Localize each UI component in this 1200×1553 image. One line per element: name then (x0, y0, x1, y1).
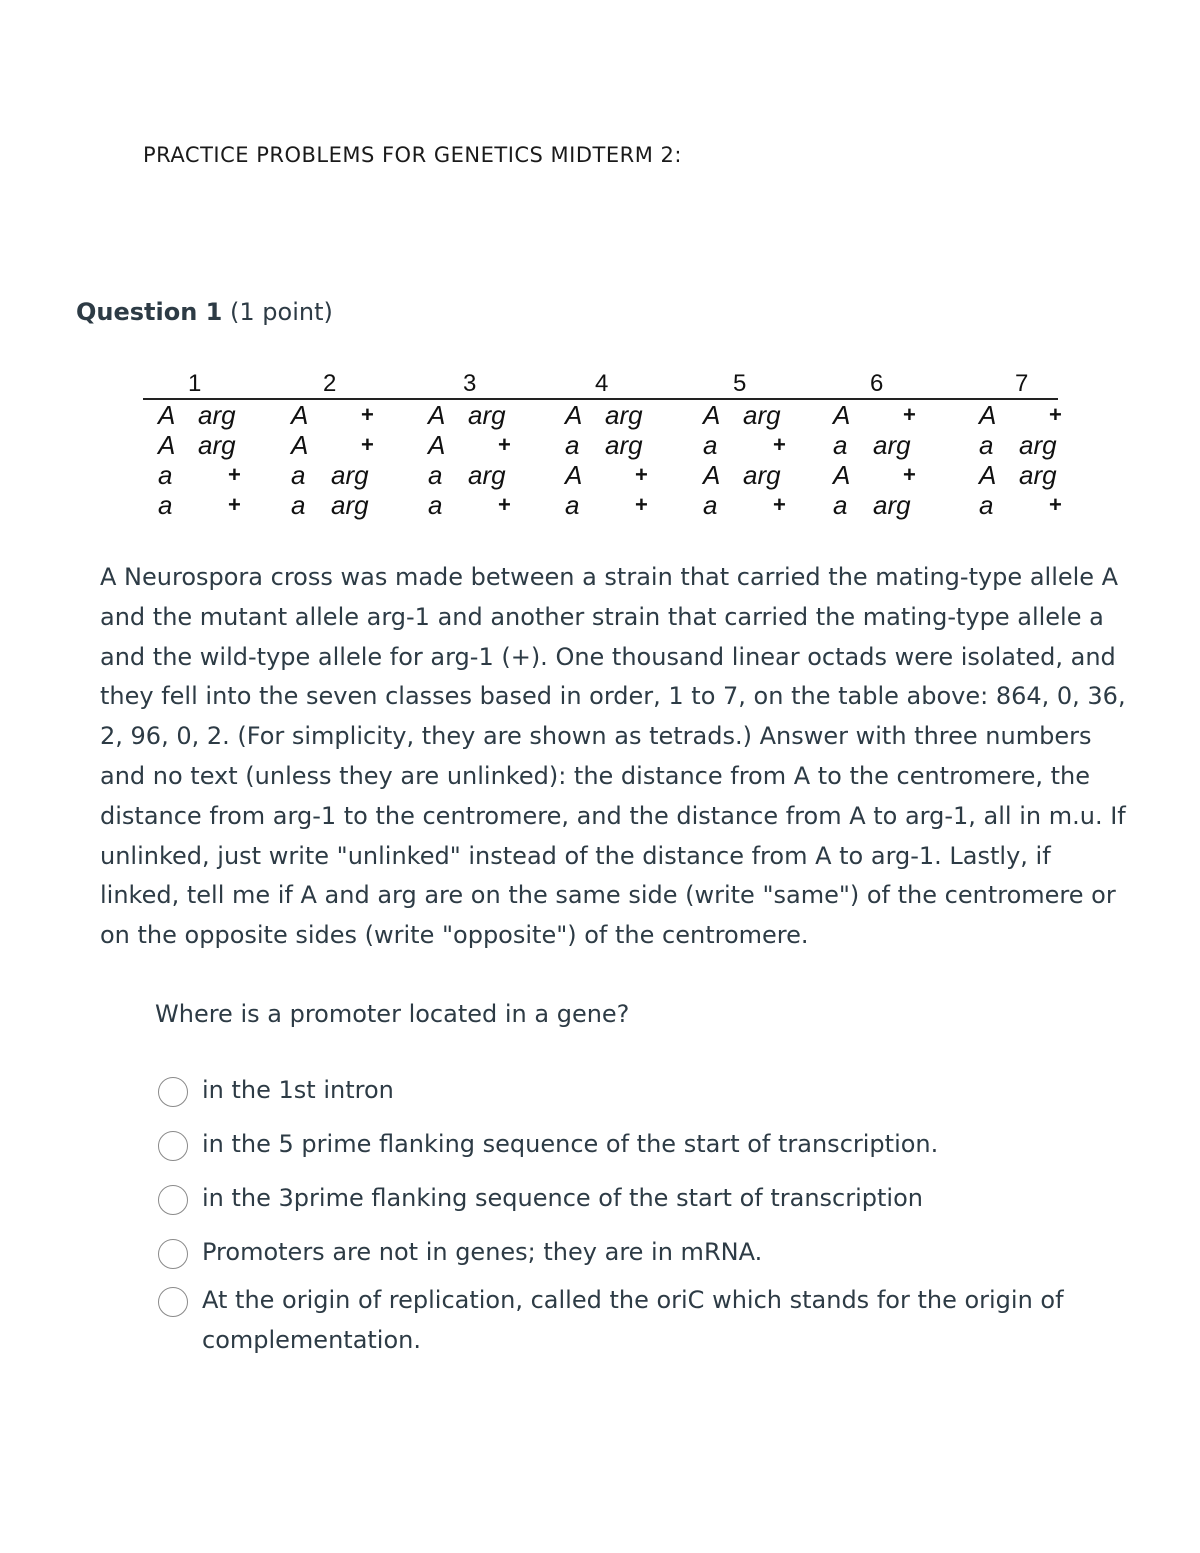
tetrad-allele-arg: arg (468, 460, 506, 490)
radio-button-icon[interactable] (158, 1185, 188, 1215)
tetrad-allele-arg: arg (331, 460, 369, 490)
tetrad-allele-arg: + (773, 432, 786, 457)
tetrad-allele-mating-type: A (703, 460, 721, 490)
tetrad-allele-mating-type: a (428, 460, 443, 490)
tetrad-class-number: 5 (733, 370, 747, 397)
tetrad-allele-arg: + (228, 462, 241, 487)
tetrad-allele-mating-type: a (158, 490, 173, 520)
problem-text: A Neurospora cross was made between a strain that carried the mating-type allele A and the mutant allele arg-1 and another strain that carried the mating-type allele a and the wild-type allele for arg-1 (+). One thousand linear octads were isolated, and they fell into the seven classes based in order, 1 to 7, on the table above: 864, 0, 36, 2, 96, 0, 2. (For simplicity, they are shown as tetrads.) Answer with three numbers and no text (unless they are unlinked): the distance from A to the centromere, the distance from arg-1 to the centromere, and the distance from A to arg-1, all in m.u. If unlinked, just write "unlinked" instead of the distance from A to arg-1. Lastly, if linked, tell me if A and arg are on the same side (write "same") of the centromere or on the opposite sides (write "opposite") of the centromere. (100, 563, 1126, 950)
tetrad-allele-mating-type: a (565, 490, 580, 520)
tetrad-allele-mating-type: A (833, 400, 851, 430)
tetrad-class-number: 7 (1015, 370, 1029, 397)
tetrad-allele-mating-type: A (291, 430, 309, 460)
tetrad-allele-arg: arg (331, 490, 369, 520)
tetrad-allele-mating-type: a (158, 460, 173, 490)
tetrad-allele-mating-type: a (833, 430, 848, 460)
tetrad-allele-mating-type: a (565, 430, 580, 460)
tetrad-allele-arg: + (361, 432, 374, 457)
tetrad-allele-mating-type: A (291, 400, 309, 430)
tetrad-allele-mating-type: A (158, 430, 176, 460)
tetrad-allele-mating-type: a (703, 490, 718, 520)
tetrad-allele-arg: arg (743, 460, 781, 490)
tetrad-allele-arg: + (1049, 402, 1062, 427)
tetrad-allele-mating-type: A (565, 400, 583, 430)
tetrad-allele-arg: arg (1019, 430, 1057, 460)
tetrad-allele-mating-type: A (979, 400, 997, 430)
question-1-label: Question 1 (76, 298, 223, 326)
tetrad-allele-arg: arg (873, 430, 911, 460)
document-title: PRACTICE PROBLEMS FOR GENETICS MIDTERM 2: (143, 143, 682, 167)
tetrad-allele-mating-type: a (979, 430, 994, 460)
radio-button-icon[interactable] (158, 1131, 188, 1161)
tetrad-allele-arg: arg (198, 400, 236, 430)
radio-button-icon[interactable] (158, 1239, 188, 1269)
answer-option-label: At the origin of replication, called the oriC which stands for the origin of complementation. (202, 1286, 1064, 1354)
answer-option-label: Promoters are not in genes; they are in mRNA. (202, 1238, 763, 1266)
tetrad-allele-arg: arg (1019, 460, 1057, 490)
answer-option-label: in the 3prime flanking sequence of the start of transcription (202, 1184, 923, 1212)
radio-button-icon[interactable] (158, 1287, 188, 1317)
tetrad-allele-arg: + (361, 402, 374, 427)
tetrad-class-number: 6 (870, 370, 884, 397)
tetrad-allele-arg: arg (468, 400, 506, 430)
tetrad-allele-arg: + (903, 462, 916, 487)
tetrad-class-number: 1 (188, 370, 202, 397)
tetrad-allele-arg: arg (198, 430, 236, 460)
tetrad-allele-mating-type: a (833, 490, 848, 520)
tetrad-allele-arg: arg (743, 400, 781, 430)
tetrad-allele-mating-type: a (703, 430, 718, 460)
tetrad-table (143, 370, 1073, 530)
tetrad-allele-arg: + (1049, 492, 1062, 517)
answer-option-label: in the 5 prime flanking sequence of the start of transcription. (202, 1130, 939, 1158)
tetrad-allele-arg: + (635, 492, 648, 517)
tetrad-allele-arg: + (903, 402, 916, 427)
tetrad-allele-mating-type: A (979, 460, 997, 490)
tetrad-allele-mating-type: A (158, 400, 176, 430)
tetrad-allele-mating-type: a (979, 490, 994, 520)
tetrad-header-rule (143, 398, 1058, 400)
tetrad-allele-mating-type: A (565, 460, 583, 490)
tetrad-allele-arg: + (228, 492, 241, 517)
tetrad-allele-mating-type: A (428, 430, 446, 460)
answer-option-label: in the 1st intron (202, 1076, 394, 1104)
question-1-heading (76, 298, 333, 326)
tetrad-allele-mating-type: A (833, 460, 851, 490)
radio-button-icon[interactable] (158, 1077, 188, 1107)
tetrad-allele-mating-type: A (428, 400, 446, 430)
tetrad-allele-arg: arg (873, 490, 911, 520)
tetrad-allele-arg: arg (605, 430, 643, 460)
tetrad-class-number: 3 (463, 370, 477, 397)
tetrad-allele-arg: + (773, 492, 786, 517)
tetrad-class-number: 4 (595, 370, 609, 397)
question-2-prompt: Where is a promoter located in a gene? (155, 1000, 630, 1028)
tetrad-allele-arg: + (635, 462, 648, 487)
tetrad-allele-mating-type: A (703, 400, 721, 430)
tetrad-allele-mating-type: a (291, 490, 306, 520)
tetrad-allele-arg: + (498, 492, 511, 517)
tetrad-allele-mating-type: a (291, 460, 306, 490)
question-1-points: (1 point) (230, 298, 333, 326)
tetrad-allele-arg: arg (605, 400, 643, 430)
tetrad-allele-arg: + (498, 432, 511, 457)
tetrad-allele-mating-type: a (428, 490, 443, 520)
tetrad-class-number: 2 (323, 370, 337, 397)
